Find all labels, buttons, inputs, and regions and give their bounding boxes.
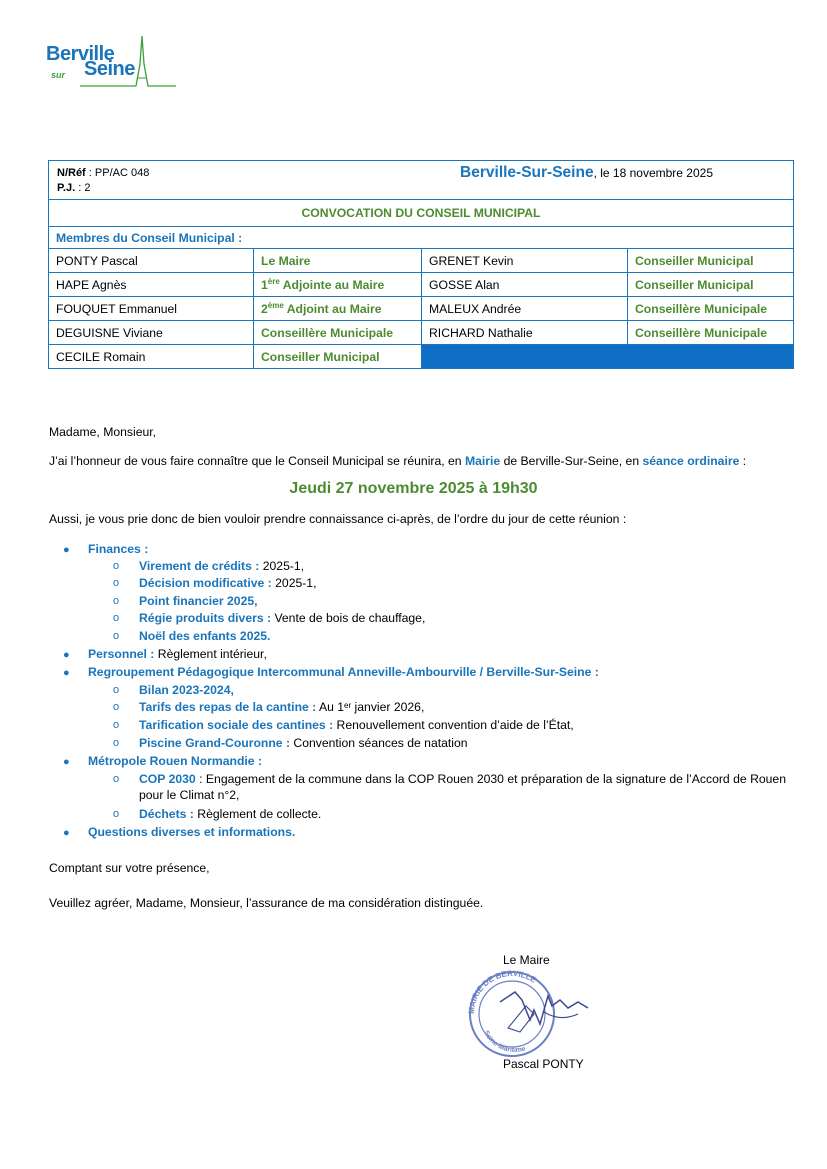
reference-cell: [49, 161, 794, 200]
agenda-item-finances: ● Finances :: [63, 542, 149, 556]
member-name: CECILE Romain: [49, 345, 254, 369]
agenda-subitem: o Noël des enfants 2025.: [113, 629, 271, 643]
circle-bullet-icon: o: [113, 719, 120, 731]
circle-bullet-icon: o: [113, 773, 120, 785]
svg-text:Seine-Maritime: Seine-Maritime: [482, 1029, 527, 1055]
document-title: CONVOCATION DU CONSEIL MUNICIPAL: [49, 200, 794, 227]
circle-bullet-icon: o: [113, 808, 120, 820]
agenda-subitem: o Point financier 2025,: [113, 594, 258, 608]
agenda-subitem: o Tarification sociale des cantines : Renouvellement convention d’aide de l’État,: [113, 718, 574, 732]
agenda-subitem: o COP 2030 : Engagement de la commune dans la COP Rouen 2030 et préparation de la signature de l’Accord de Rouen pour le Climat n°2,: [113, 772, 786, 802]
member-name: GOSSE Alan: [422, 273, 628, 297]
closing-line-1: Comptant sur votre présence,: [49, 861, 210, 875]
reference-line: N/Réf : PP/AC 048: [57, 167, 150, 179]
circle-bullet-icon: o: [113, 737, 120, 749]
member-role: Le Maire: [254, 249, 422, 273]
agenda-subitem: o Virement de crédits : 2025-1,: [113, 559, 305, 573]
circle-bullet-icon: o: [113, 560, 120, 572]
member-row: [49, 297, 794, 321]
member-role: Conseiller Municipal: [628, 249, 794, 273]
agenda-subitem: o Régie produits divers : Vente de bois de chauffage,: [113, 611, 426, 625]
attachments-line: P.J. : 2: [57, 182, 91, 194]
svg-text:MAIRIE DE BERVILLE: MAIRIE DE BERVILLE: [466, 968, 538, 1015]
member-role: Conseiller Municipal: [628, 273, 794, 297]
place-date: Berville-Sur-Seine, le 18 novembre 2025: [460, 164, 713, 181]
signature-block: [455, 950, 635, 1080]
agenda-subitem: o Bilan 2023-2024,: [113, 683, 234, 697]
agenda-item-metropole: ● Métropole Rouen Normandie :: [63, 754, 263, 768]
member-row: [49, 345, 794, 369]
agenda-subitem: o Décision modificative : 2025-1,: [113, 576, 317, 590]
convocation-header-table: [48, 160, 794, 369]
member-role: Conseiller Municipal: [254, 345, 422, 369]
members-label: Membres du Conseil Municipal :: [49, 227, 794, 249]
member-row: [49, 321, 794, 345]
member-role: Conseillère Municipale: [254, 321, 422, 345]
bullet-icon: ●: [63, 649, 70, 661]
bullet-icon: ●: [63, 756, 70, 768]
member-name: RICHARD Nathalie: [422, 321, 628, 345]
circle-bullet-icon: o: [113, 684, 120, 696]
intro-paragraph: J’ai l’honneur de vous faire connaître que le Conseil Municipal se réunira, en Mairie de Berville-Sur-Seine, en séance ordinaire :: [49, 454, 747, 468]
member-name: PONTY Pascal: [49, 249, 254, 273]
member-row: [49, 249, 794, 273]
agenda-item-questions: ● Questions diverses et informations.: [63, 825, 296, 839]
bullet-icon: ●: [63, 667, 70, 679]
closing-line-2: Veuillez agréer, Madame, Monsieur, l’assurance de ma considération distinguée.: [49, 896, 484, 910]
member-role: 1ère Adjointe au Maire: [254, 273, 422, 297]
meeting-date: Jeudi 27 novembre 2025 à 19h30: [289, 480, 538, 497]
signatory-title: Le Maire: [503, 953, 550, 967]
municipality-logo: [44, 34, 184, 90]
member-role: Conseillère Municipale: [628, 321, 794, 345]
circle-bullet-icon: o: [113, 577, 120, 589]
member-name: GRENET Kevin: [422, 249, 628, 273]
member-name: DEGUISNE Viviane: [49, 321, 254, 345]
salutation: Madame, Monsieur,: [49, 425, 157, 439]
agenda-subitem: o Déchets : Règlement de collecte.: [113, 807, 322, 821]
member-name: MALEUX Andrée: [422, 297, 628, 321]
bullet-icon: ●: [63, 544, 70, 556]
member-role: Conseillère Municipale: [628, 297, 794, 321]
logo-word-sur: sur: [51, 70, 66, 80]
circle-bullet-icon: o: [113, 612, 120, 624]
circle-bullet-icon: o: [113, 595, 120, 607]
member-name: HAPE Agnès: [49, 273, 254, 297]
official-stamp-icon: [460, 962, 600, 1057]
agenda-subitem: o Piscine Grand-Couronne : Convention séances de natation: [113, 736, 468, 750]
bullet-icon: ●: [63, 827, 70, 839]
signatory-name: Pascal PONTY: [503, 1057, 584, 1071]
member-role: 2ème Adjoint au Maire: [254, 297, 422, 321]
logo-word-berville: Berville: [46, 43, 115, 65]
member-name: FOUQUET Emmanuel: [49, 297, 254, 321]
filled-empty-cell: [422, 345, 794, 369]
logo-word-seine: Seine: [84, 58, 135, 80]
agenda-item-personnel: ● Personnel : Règlement intérieur,: [63, 647, 267, 661]
circle-bullet-icon: o: [113, 630, 120, 642]
agenda-subitem: o Tarifs des repas de la cantine : Au 1er janvier 2026,: [113, 700, 425, 714]
agenda-intro: Aussi, je vous prie donc de bien vouloir prendre connaissance ci-après, de l’ordre du jour de cette réunion :: [49, 512, 627, 526]
member-row: [49, 273, 794, 297]
circle-bullet-icon: o: [113, 701, 120, 713]
agenda-item-rpi: ● Regroupement Pédagogique Intercommunal Anneville-Ambourville / Berville-Sur-Seine :: [63, 665, 599, 679]
